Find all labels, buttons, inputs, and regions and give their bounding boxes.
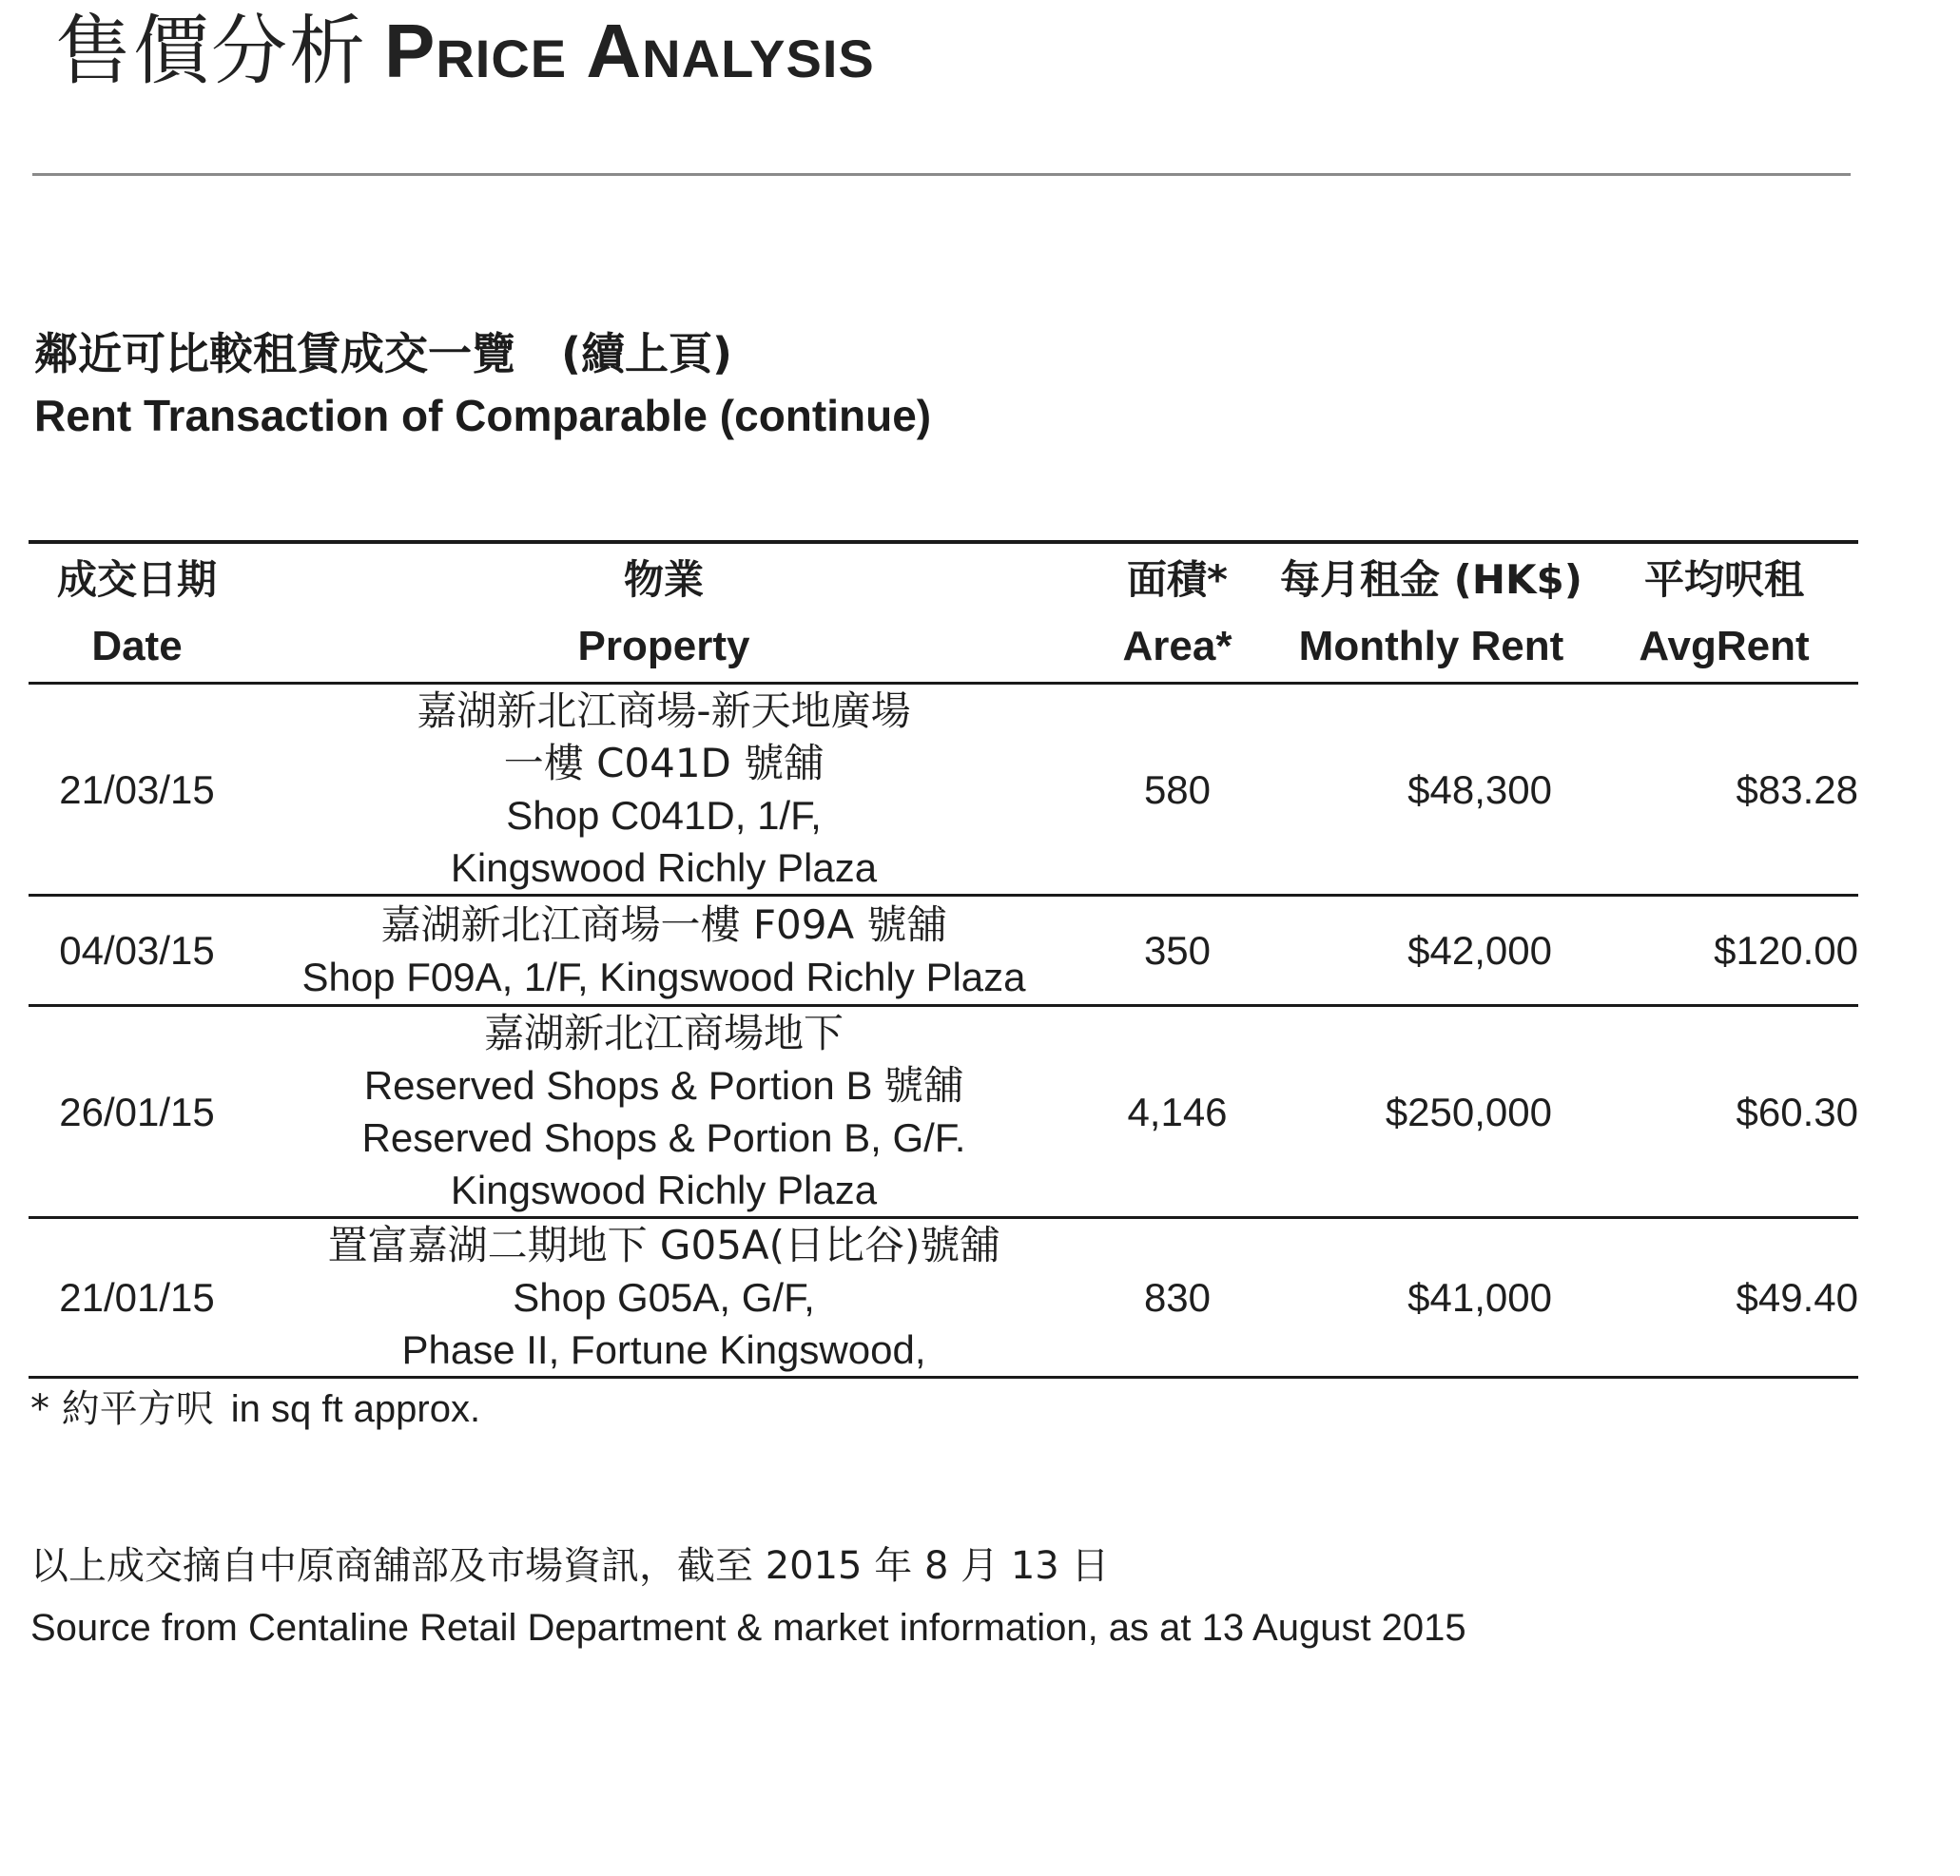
property-line: Reserved Shops & Portion B, G/F.: [361, 1115, 966, 1160]
property-line: 嘉湖新北江商場-新天地廣場: [417, 687, 911, 734]
header-avg-en: AvgRent: [1639, 622, 1810, 669]
table-header-row: [29, 542, 1858, 684]
header-avg-rent: [1590, 542, 1858, 684]
cell-property: [245, 1006, 1082, 1218]
footnote-marker: *: [30, 1387, 49, 1431]
section-title-zh: [34, 319, 732, 382]
source-note-zh: 以上成交摘自中原商舖部及市場資訊，截至 2015 年 8 月 13 日: [30, 1544, 1110, 1588]
cell-date: 04/03/15: [59, 928, 215, 973]
header-area-en: Area*: [1122, 622, 1232, 669]
cell-monthly-rent: $42,000: [1407, 928, 1552, 973]
cell-property: [245, 684, 1082, 896]
cell-date: 21/01/15: [59, 1275, 215, 1320]
section-continue-zh: (續上頁): [561, 328, 733, 379]
cell-date: 21/03/15: [59, 766, 215, 812]
header-date-zh: 成交日期: [56, 555, 217, 603]
cell-area: 580: [1143, 766, 1212, 812]
header-property-zh: 物業: [623, 555, 704, 603]
cell-avg-rent: $60.30: [1736, 1089, 1858, 1134]
header-area-zh: 面積*: [1127, 555, 1228, 603]
cell-date: 26/01/15: [59, 1089, 215, 1134]
page-title-en: Price Analysis: [384, 9, 875, 93]
cell-avg-rent: $83.28: [1736, 766, 1858, 812]
table-row: [29, 684, 1858, 896]
cell-property: [245, 1218, 1082, 1378]
source-note-en: Source from Centaline Retail Department & market information, as at 13 August 2015: [30, 1607, 1466, 1649]
cell-area: 4,146: [1127, 1089, 1228, 1134]
cell-property: [245, 896, 1082, 1006]
footnote: [30, 1379, 480, 1433]
header-rent-zh: 每月租金 (HK$): [1280, 555, 1582, 603]
header-date: [29, 542, 245, 684]
property-line: Kingswood Richly Plaza: [450, 845, 878, 890]
table-row: [29, 1218, 1858, 1378]
cell-monthly-rent: $48,300: [1407, 766, 1552, 812]
footnote-zh: 約平方呎: [61, 1387, 214, 1431]
header-property: [245, 542, 1082, 684]
property-line: Phase II, Fortune Kingswood,: [401, 1327, 926, 1372]
footnote-en: in sq ft approx.: [230, 1388, 481, 1430]
table-row: [29, 896, 1858, 1006]
cell-area: 350: [1143, 928, 1212, 973]
header-monthly-rent: [1272, 542, 1590, 684]
rent-transaction-table: [29, 540, 1858, 1379]
cell-avg-rent: $120.00: [1714, 928, 1858, 973]
property-line: Shop G05A, G/F,: [513, 1275, 815, 1320]
property-line: 嘉湖新北江商場地下: [483, 1010, 844, 1056]
header-rent-en: Monthly Rent: [1298, 622, 1564, 669]
property-line: Reserved Shops & Portion B 號舖: [363, 1063, 964, 1108]
header-avg-zh: 平均呎租: [1643, 555, 1804, 603]
cell-monthly-rent: $250,000: [1385, 1089, 1552, 1134]
header-date-en: Date: [91, 622, 183, 669]
table-row: [29, 1006, 1858, 1218]
cell-monthly-rent: $41,000: [1407, 1275, 1552, 1320]
property-line: Kingswood Richly Plaza: [450, 1168, 878, 1212]
property-line: 一樓 C041D 號舖: [503, 740, 825, 786]
property-line: 置富嘉湖二期地下 G05A(日比谷)號舖: [327, 1222, 1000, 1268]
cell-avg-rent: $49.40: [1736, 1275, 1858, 1320]
section-title-en: Rent Transaction of Comparable (continue): [34, 391, 932, 440]
page-title: [55, 7, 875, 95]
header-divider: [32, 173, 1851, 176]
header-property-en: Property: [577, 622, 750, 669]
section-title-zh-text: 鄰近可比較租賃成交一覽: [34, 328, 515, 379]
property-line: Shop C041D, 1/F,: [506, 793, 822, 838]
property-line: Shop F09A, 1/F, Kingswood Richly Plaza: [301, 954, 1026, 999]
page-title-zh: 售價分析: [55, 7, 367, 95]
cell-area: 830: [1143, 1275, 1212, 1320]
header-area: [1082, 542, 1272, 684]
property-line: 嘉湖新北江商場一樓 F09A 號舖: [380, 900, 947, 948]
